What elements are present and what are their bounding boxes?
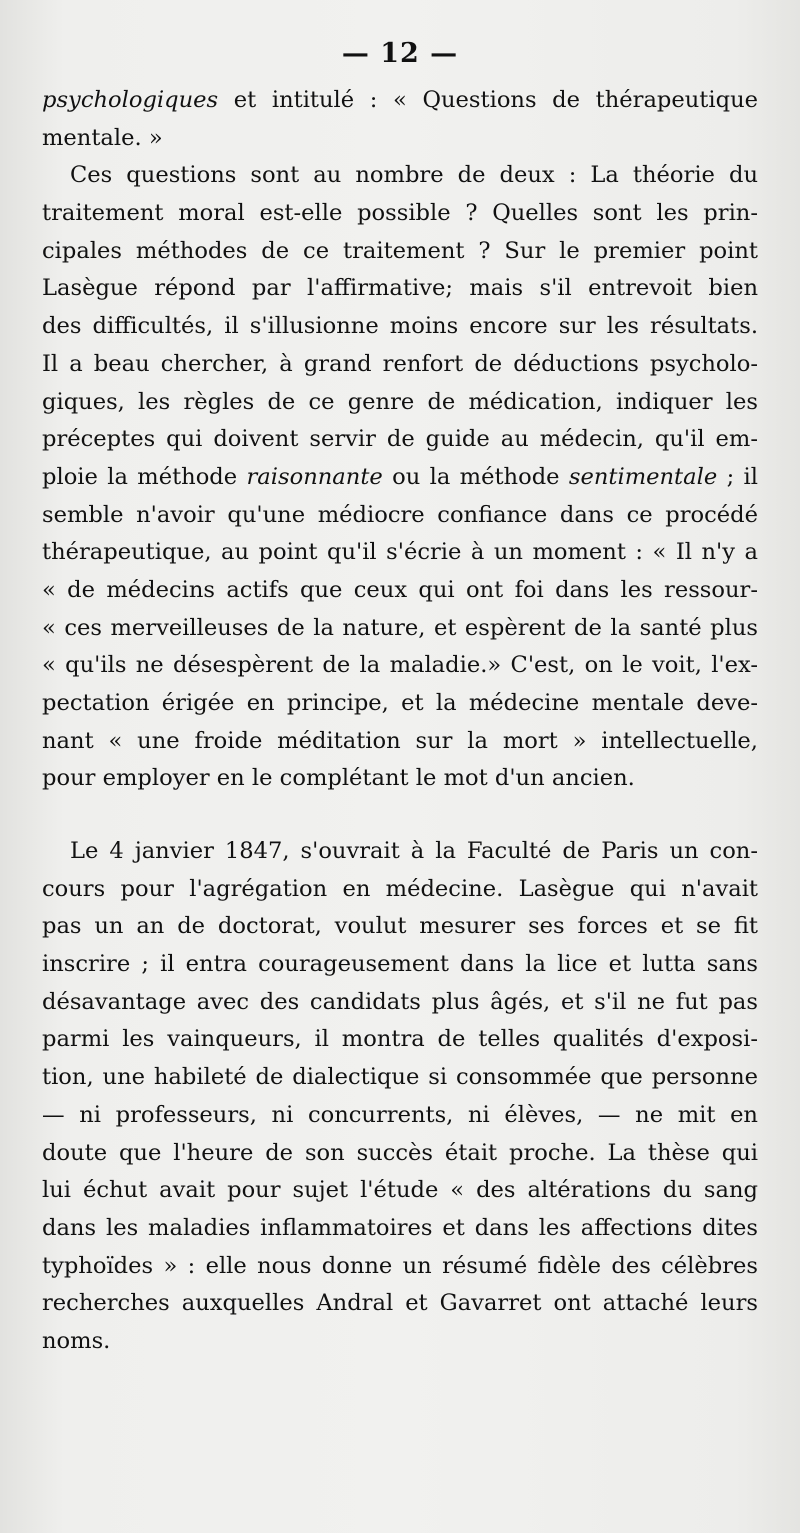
text-line: ploie la méthode raisonnante ou la méthode sentimentale ; il: [42, 463, 758, 490]
text-line: cipales méthodes de ce traitement ? Sur le premier point: [42, 237, 758, 264]
text-line: psychologiques et intitulé : « Questions de thérapeutique: [42, 87, 758, 113]
text-line: lui échut avait pour sujet l'étude « des altérations du sang: [42, 1177, 758, 1204]
text-line: nant « une froide méditation sur la mort » intellectuelle,: [42, 727, 758, 754]
paragraph-agregation: [42, 833, 758, 1361]
text-line: pour employer en le complétant le mot d'un ancien.: [42, 765, 635, 792]
text-line: désavantage avec des candidats plus âgés, et s'il ne fut pas: [42, 988, 758, 1015]
text-line: — ni professeurs, ni concurrents, ni élèves, — ne mit en: [42, 1101, 758, 1128]
text-line: cours pour l'agrégation en médecine. Lasègue qui n'avait: [42, 875, 758, 902]
text-line: Ces questions sont au nombre de deux : La théorie du: [70, 162, 758, 189]
text-line: des difficultés, il s'illusionne moins encore sur les résultats.: [42, 313, 758, 340]
text-line: recherches auxquelles Andral et Gavarret ont attaché leurs: [42, 1290, 758, 1317]
paragraph-therapeutique: [42, 82, 758, 798]
text-line: « ces merveilleuses de la nature, et espèrent de la santé plus: [42, 614, 758, 641]
text-line: typhoïdes » : elle nous donne un résumé fidèle des célèbres: [42, 1252, 758, 1279]
text-line: semble n'avoir qu'une médiocre confiance dans ce procédé: [42, 501, 758, 528]
text-line: thérapeutique, au point qu'il s'écrie à un moment : « Il n'y a: [42, 539, 758, 566]
text-line: pectation érigée en principe, et la médecine mentale deve-: [42, 690, 758, 716]
text-line: traitement moral est-elle possible ? Quelles sont les prin-: [42, 200, 758, 227]
text-line: pas un an de doctorat, voulut mesurer ses forces et se fit: [42, 913, 758, 940]
text-line: « qu'ils ne désespèrent de la maladie.» C'est, on le voit, l'ex-: [42, 652, 758, 679]
text-line: mentale. »: [42, 124, 163, 151]
text-line: Lasègue répond par l'affirmative; mais s'il entrevoit bien: [42, 275, 758, 302]
text-line: doute que l'heure de son succès était proche. La thèse qui: [42, 1139, 758, 1166]
text-line: Il a beau chercher, à grand renfort de déductions psycholo-: [42, 350, 758, 377]
text-line: préceptes qui doivent servir de guide au médecin, qu'il em-: [42, 426, 758, 453]
text-line: inscrire ; il entra courageusement dans la lice et lutta sans: [42, 951, 758, 978]
show-through-text: [80, 1364, 760, 1400]
text-line: Le 4 janvier 1847, s'ouvrait à la Faculté de Paris un con-: [70, 838, 758, 864]
page-number: — 12 —: [341, 38, 459, 69]
text-line: noms.: [42, 1327, 111, 1354]
text-line: tion, une habileté de dialectique si consommée que personne: [42, 1064, 758, 1091]
text-line: parmi les vainqueurs, il montra de telles qualités d'exposi-: [42, 1026, 758, 1053]
text-line: « de médecins actifs que ceux qui ont foi dans les ressour-: [42, 576, 758, 603]
text-line: giques, les règles de ce genre de médication, indiquer les: [42, 388, 758, 415]
text-line: dans les maladies inflammatoires et dans les affections dites: [42, 1214, 758, 1241]
